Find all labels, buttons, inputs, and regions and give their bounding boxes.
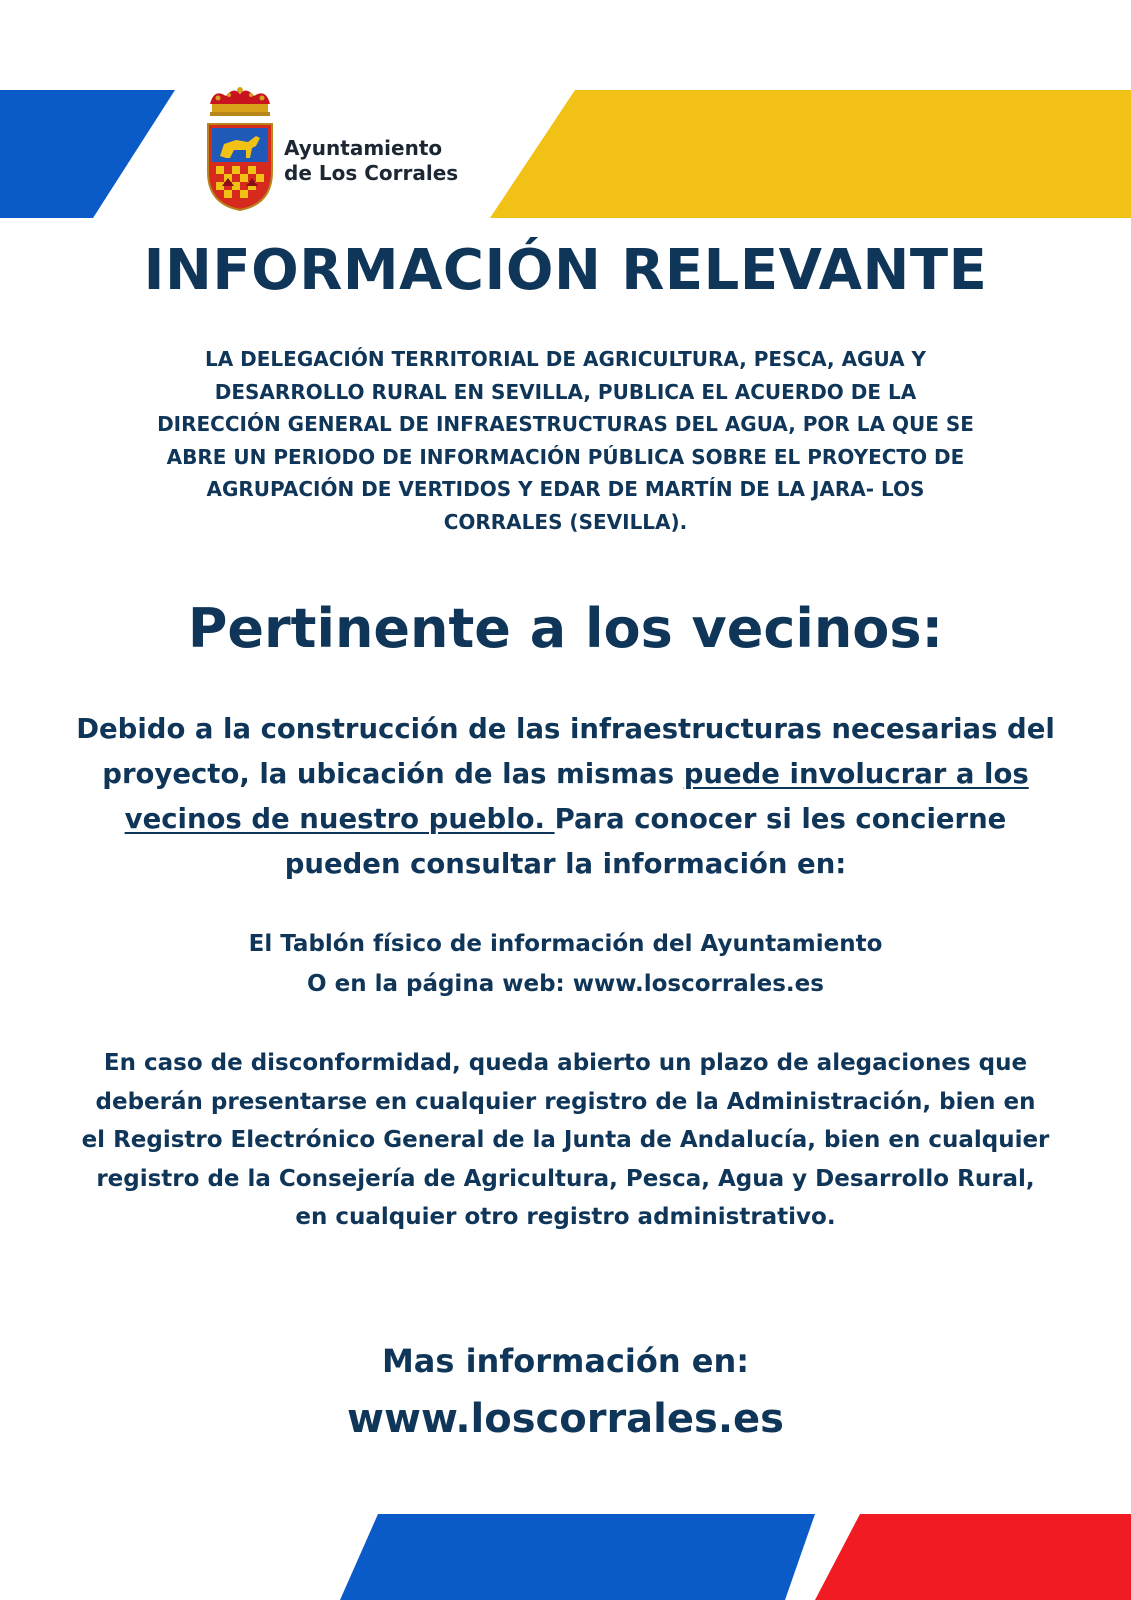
intro-line: DESARROLLO RURAL EN SEVILLA, PUBLICA EL ACUERDO DE LA: [214, 379, 917, 404]
intro-line: ABRE UN PERIODO DE INFORMACIÓN PÚBLICA SOBRE EL PROYECTO DE: [166, 444, 965, 469]
underlined-text: vecinos de nuestro pueblo.: [124, 803, 555, 835]
page-title: INFORMACIÓN RELEVANTE: [143, 238, 988, 303]
org-name-line-2: de Los Corrales: [284, 161, 459, 185]
blue-stripe-bottom: [340, 1514, 815, 1600]
notice-line: [0, 752, 1131, 797]
notice-line: [0, 797, 1131, 842]
underlined-text: puede involucrar a los: [683, 758, 1029, 790]
allegations-paragraph: [0, 1044, 1131, 1237]
notice-text: Para conocer si les concierne: [554, 803, 1007, 835]
allegations-line: en cualquier otro registro administrativo.: [295, 1204, 836, 1230]
consultation-sources: [0, 924, 1131, 1004]
more-info-label: Mas información en:: [381, 1342, 750, 1380]
allegations-line: En caso de disconformidad, queda abierto un plazo de alegaciones que: [103, 1050, 1028, 1076]
intro-line: AGRUPACIÓN DE VERTIDOS Y EDAR DE MARTÍN DE LA JARA- LOS: [206, 477, 925, 501]
notice-line: Debido a la construcción de las infraestructuras necesarias del: [76, 713, 1055, 745]
website-url: www.loscorrales.es: [347, 1396, 784, 1442]
intro-paragraph: [0, 343, 1131, 538]
yellow-stripe-top-right: [490, 90, 1131, 218]
notice-text: proyecto, la ubicación de las mismas: [102, 758, 684, 790]
source-notice-board: El Tablón físico de información del Ayuntamiento: [248, 931, 883, 957]
allegations-line: el Registro Electrónico General de la Junta de Andalucía, bien en cualquier: [81, 1127, 1050, 1153]
source-website: O en la página web: www.loscorrales.es: [307, 971, 824, 997]
organization-name: [284, 136, 458, 186]
blue-stripe-top-left: [0, 90, 175, 218]
notice-paragraph: [0, 707, 1131, 887]
section-heading: Pertinente a los vecinos:: [187, 597, 944, 660]
red-stripe-bottom-right: [815, 1514, 1131, 1600]
allegations-line: deberán presentarse en cualquier registro de la Administración, bien en: [95, 1088, 1036, 1115]
intro-line: DIRECCIÓN GENERAL DE INFRAESTRUCTURAS DEL AGUA, POR LA QUE SE: [157, 412, 974, 436]
intro-line: CORRALES (SEVILLA).: [443, 509, 688, 534]
coat-of-arms-icon: [204, 86, 276, 212]
org-name-line-1: Ayuntamiento: [284, 136, 443, 160]
intro-line: LA DELEGACIÓN TERRITORIAL DE AGRICULTURA, PESCA, AGUA Y: [204, 347, 927, 371]
allegations-line: registro de la Consejería de Agricultura, Pesca, Agua y Desarrollo Rural,: [96, 1165, 1035, 1192]
notice-line: pueden consultar la información en:: [284, 848, 847, 880]
